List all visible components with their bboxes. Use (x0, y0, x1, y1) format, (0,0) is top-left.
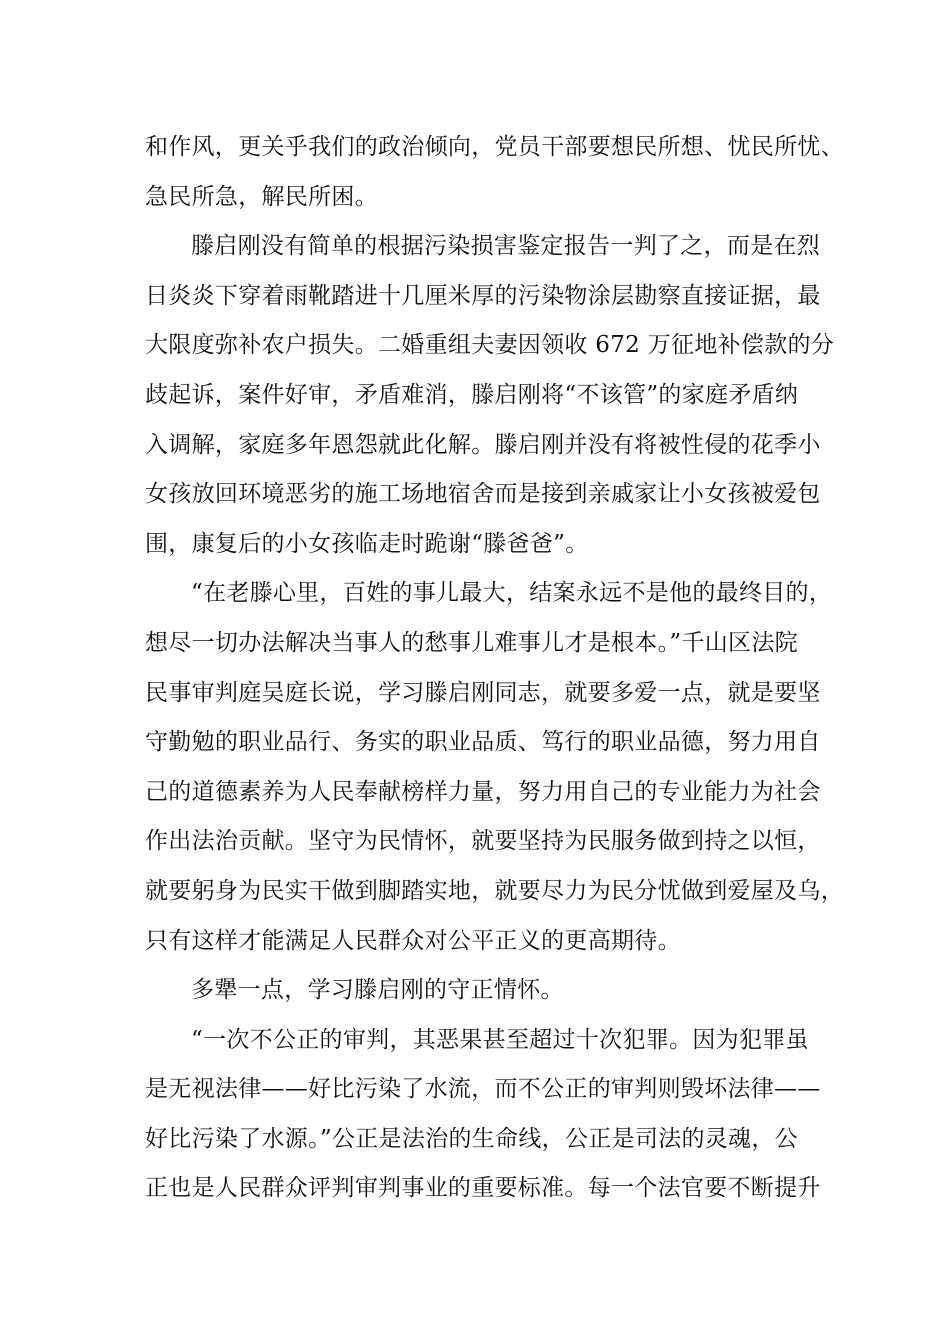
text-line: 只有这样才能满足人民群众对公平正义的更高期待。 (145, 927, 681, 954)
text-line: 是无视法律——好比污染了水流，而不公正的审判则毁坏法律—— (145, 1076, 821, 1103)
text-line: 作出法治贡献。坚守为民情怀，就要坚持为民服务做到持之以恒， (145, 828, 821, 855)
text-line: 女孩放回环境恶劣的施工场地宿舍而是接到亲戚家让小女孩被爱包 (145, 481, 821, 508)
paragraph-first-line: 滕启刚没有简单的根据污染损害鉴定报告一判了之，而是在烈 (191, 233, 821, 260)
text-line: 正也是人民群众评判审判事业的重要标准。每一个法官要不断提升 (145, 1175, 821, 1202)
text-line: 围，康复后的小女孩临走时跪谢“滕爸爸”。 (145, 530, 589, 557)
text-line: 民事审判庭吴庭长说，学习滕启刚同志，就要多爱一点，就是要坚 (145, 679, 821, 706)
paragraph-first-line: “一次不公正的审判，其恶果甚至超过十次犯罪。因为犯罪虽 (191, 1026, 809, 1053)
text-line: 就要躬身为民实干做到脚踏实地，就要尽力为民分忧做到爱屋及乌， (145, 877, 844, 904)
text-line: 入调解，家庭多年恩怨就此化解。滕启刚并没有将被性侵的花季小 (145, 431, 821, 458)
text-line: 和作风，更关乎我们的政治倾向，党员干部要想民所想、忧民所忧、 (145, 134, 844, 160)
text-line: 守勤勉的职业品行、务实的职业品质、笃行的职业品德，努力用自 (145, 729, 821, 756)
text-line: 歧起诉，案件好审，矛盾难消，滕启刚将“不该管”的家庭矛盾纳 (145, 381, 799, 408)
text-line: 急民所急，解民所困。 (145, 183, 378, 210)
paragraph-first-line: 多犟一点，学习滕启刚的守正情怀。 (191, 977, 564, 1004)
text-line: 己的道德素养为人民奉献榜样力量，努力用自己的专业能力为社会 (145, 778, 821, 805)
text-line: 日炎炎下穿着雨靴踏进十几厘米厚的污染物涂层勘察直接证据，最 (145, 282, 821, 309)
paragraph-first-line: “在老滕心里，百姓的事儿最大，结案永远不是他的最终目的， (191, 580, 833, 607)
text-line: 好比污染了水源。”公正是法治的生命线，公正是司法的灵魂，公 (145, 1125, 798, 1152)
text-line: 想尽一切办法解决当事人的愁事儿难事儿才是根本。”千山区法院 (145, 629, 798, 656)
text-line: 大限度弥补农户损失。二婚重组夫妻因领收 672 万征地补偿款的分 (145, 332, 835, 359)
document-body (145, 123, 844, 1214)
